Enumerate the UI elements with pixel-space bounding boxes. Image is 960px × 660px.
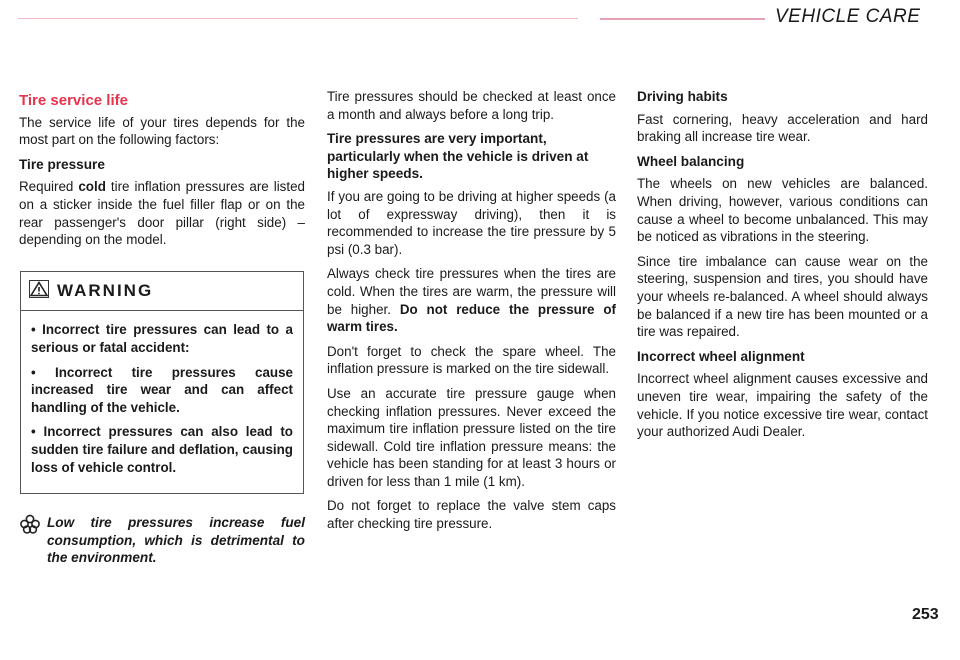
warning-title: WARNING	[57, 281, 154, 301]
warning-item: • Incorrect tire pressures can lead to a serious or fatal accident:	[31, 322, 293, 355]
column-1	[19, 88, 305, 567]
paragraph: Do not forget to replace the valve stem caps after checking tire pressure.	[327, 498, 616, 532]
section-title: VEHICLE CARE	[775, 6, 921, 27]
paragraph: Since tire imbalance can cause wear on the steering, suspension and tires, you should have your wheels re-balanced. A wheel should always be balanced if a new tire has been mounted or a tire was repaired.	[637, 253, 928, 340]
column-2	[327, 88, 616, 540]
heading-tire-service-life: Tire service life	[19, 92, 128, 109]
text-run: Required	[19, 179, 74, 195]
paragraph: If you are going to be driving at higher speeds (a lot of expressway driving), then it is recommended to increase the tire pressure by 5 psi (0.3 bar).	[327, 188, 616, 257]
warning-header	[21, 272, 303, 312]
heading-tire-pressure: Tire pressure	[19, 156, 105, 172]
intro-paragraph: The service life of your tires depends for the most part on the following factors:	[19, 114, 305, 148]
paragraph: Tire pressures should be checked at least once a month and always before a long trip.	[327, 89, 616, 122]
heading-driving-habits: Driving habits	[637, 89, 728, 104]
paragraph: Don't forget to check the spare wheel. The inflation pressure is marked on the tire sidewall.	[327, 343, 616, 377]
required-pressure-paragraph	[19, 178, 305, 248]
text-run-bold: Do not reduce the pressure of warm tires.	[327, 301, 616, 335]
text-run: tire inflation pressures are listed on a sticker inside the fuel filler flap or on the rear passenger's door pillar (right side) – depending on the model.	[19, 179, 305, 248]
warning-box	[20, 271, 304, 494]
heading-wheel-alignment: Incorrect wheel alignment	[637, 348, 805, 364]
column-3	[637, 88, 928, 448]
page-number: 253	[912, 606, 939, 623]
paragraph: The wheels on new vehicles are balanced. When driving, however, various conditions can cause a wheel to become unbalanced. This may be noticed as vibrations in the steering.	[637, 176, 928, 245]
environment-flower-icon	[19, 514, 41, 567]
environment-note-text: Low tire pressures increase fuel consumption, which is detrimental to the environment.	[47, 515, 305, 566]
warning-item: • Incorrect tire pressures cause increased tire wear and can affect handling of the vehicle.	[31, 364, 293, 415]
warning-triangle-icon	[29, 280, 49, 303]
text-run: Always check tire pressures when the tires are cold. When the tires are warm, the pressure will be higher.	[327, 266, 616, 317]
warning-item: • Incorrect pressures can also lead to sudden tire failure and deflation, causing loss of vehicle control.	[31, 424, 293, 475]
paragraph: Fast cornering, heavy acceleration and hard braking all increase tire wear.	[637, 111, 928, 145]
heading-wheel-balancing: Wheel balancing	[637, 153, 745, 169]
environment-note	[19, 514, 305, 567]
header-rule-left	[18, 18, 578, 19]
paragraph: Incorrect wheel alignment causes excessive and uneven tire wear, impairing the safety of the vehicle. If you notice excessive tire wear, contact your authorized Audi Dealer.	[637, 371, 928, 440]
header-rule-right	[600, 18, 765, 20]
heading-pressures-important: Tire pressures are very important, particularly when the vehicle is driven at higher speeds.	[327, 131, 589, 182]
text-run-bold: cold	[78, 179, 106, 195]
paragraph	[327, 265, 616, 335]
paragraph: Use an accurate tire pressure gauge when checking inflation pressures. Never exceed the maximum tire inflation pressure listed on the tire sidewall. Cold tire inflation pressure means: the vehicle has been standing for at least 3 hours or driven for less than 1 mile (1 km).	[327, 385, 616, 489]
